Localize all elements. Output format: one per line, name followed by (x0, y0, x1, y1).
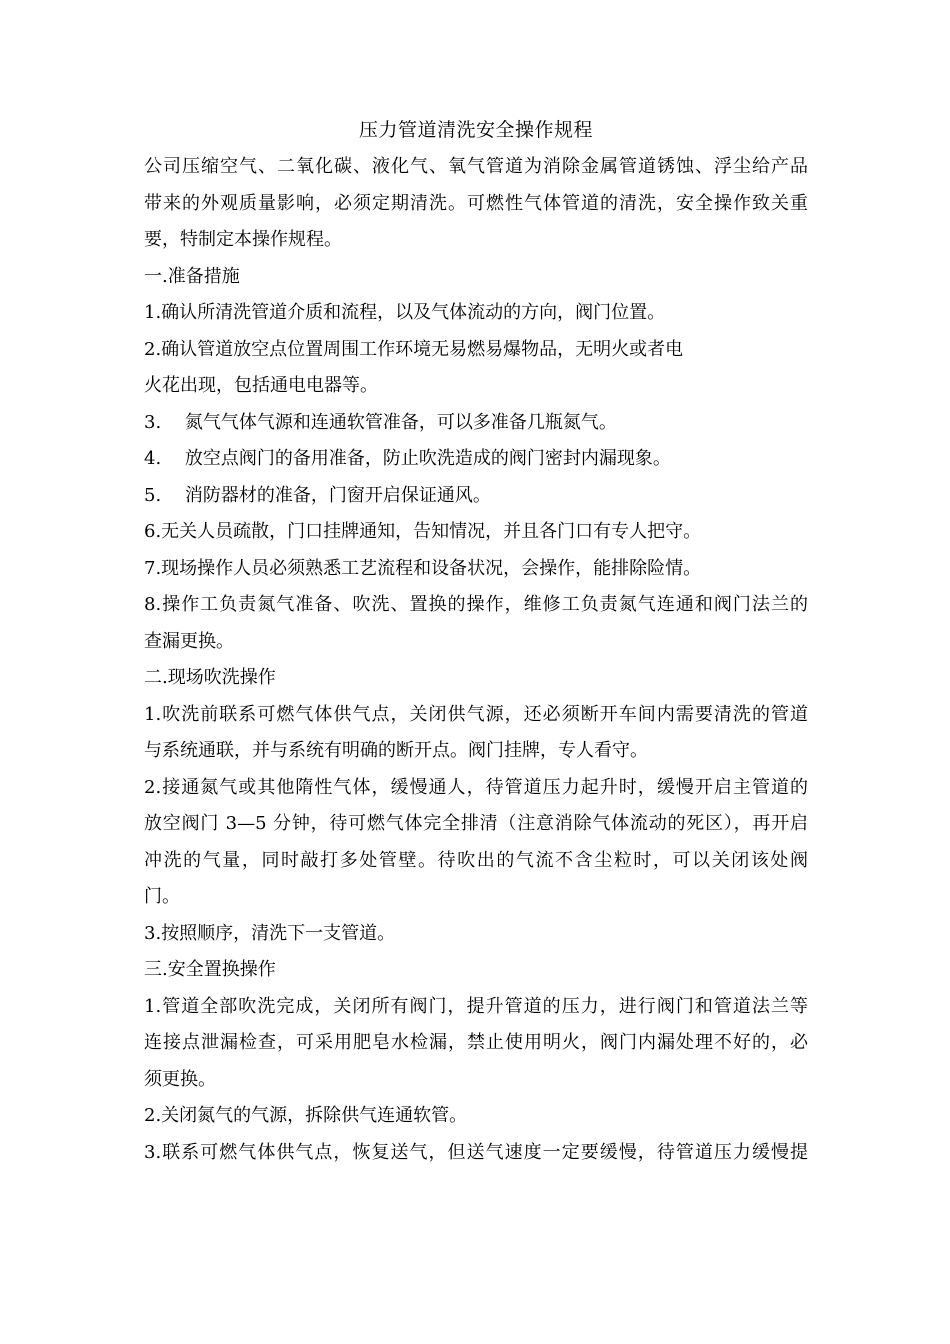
preparation-item-3: 3. 氮气气体气源和连通软管准备，可以多准备几瓶氮气。 (144, 411, 617, 433)
purge-item-3: 3.按照顺序，清洗下一支管道。 (144, 922, 396, 944)
purge-item-2-cont-1: 放空阀门 3—5 分钟，待可燃气体完全排清（注意消除气体流动的死区），再开启 (144, 813, 808, 834)
preparation-item-8: 8.操作工负责氮气准备、吹洗、置换的操作，维修工负责氮气连通和阀门法兰的 (144, 594, 808, 615)
purge-item-1: 1.吹洗前联系可燃气体供气点，关闭供气源，还必须断开车间内需要清洗的管道 (144, 703, 808, 725)
section-heading-replacement: 三.安全置换操作 (144, 959, 276, 980)
purge-item-2-cont-3: 门。 (144, 886, 180, 907)
replacement-item-1: 1.管道全部吹洗完成，关闭所有阀门，提升管道的压力，进行阀门和管道法兰等 (144, 995, 808, 1017)
purge-item-1-cont: 与系统通联，并与系统有明确的断开点。阀门挂牌，专人看守。 (144, 740, 648, 761)
intro-line-3: 要，特制定本操作规程。 (144, 229, 342, 250)
purge-item-2-cont-2: 冲洗的气量，同时敲打多处管壁。待吹出的气流不含尘粒时，可以关闭该处阀 (144, 849, 808, 871)
intro-line-1: 公司压缩空气、二氧化碳、液化气、氧气管道为消除金属管道锈蚀、浮尘给产品 (144, 156, 808, 177)
replacement-item-3: 3.联系可燃气体供气点，恢复送气，但送气速度一定要缓慢，待管道压力缓慢提 (144, 1141, 808, 1163)
preparation-item-7: 7.现场操作人员必须熟悉工艺流程和设备状况，会操作，能排除险情。 (144, 557, 702, 579)
intro-line-2: 带来的外观质量影响，必须定期清洗。可燃性气体管道的清洗，安全操作致关重 (144, 192, 808, 214)
section-heading-preparation: 一.准备措施 (144, 265, 240, 287)
preparation-item-1: 1.确认所清洗管道介质和流程，以及气体流动的方向，阀门位置。 (144, 302, 666, 323)
replacement-item-1-cont-2: 须更换。 (144, 1068, 216, 1090)
replacement-item-1-cont-1: 连接点泄漏检查，可采用肥皂水检漏，禁止使用明火，阀门内漏处理不好的，必 (144, 1032, 808, 1053)
preparation-item-8-cont: 查漏更换。 (144, 630, 234, 652)
replacement-item-2: 2.关闭氮气的气源，拆除供气连通软管。 (144, 1105, 468, 1126)
preparation-item-4: 4. 放空点阀门的备用准备，防止吹洗造成的阀门密封内漏现象。 (144, 448, 671, 469)
section-heading-purge: 二.现场吹洗操作 (144, 667, 276, 688)
purge-item-2: 2.接通氮气或其他隋性气体，缓慢通人，待管道压力起升时，缓慢开启主管道的 (144, 776, 808, 798)
preparation-item-2: 2.确认管道放空点位置周围工作环境无易燃易爆物品，无明火或者电 (144, 338, 684, 360)
preparation-item-2-cont: 火花出现，包括通电电器等。 (144, 375, 378, 396)
preparation-item-6: 6.无关人员疏散，门口挂牌通知，告知情况，并且各门口有专人把守。 (144, 521, 702, 542)
document-page (144, 112, 808, 1171)
preparation-item-5: 5. 消防器材的准备，门窗开启保证通风。 (144, 484, 491, 506)
document-title: 压力管道清洗安全操作规程 (358, 119, 593, 141)
